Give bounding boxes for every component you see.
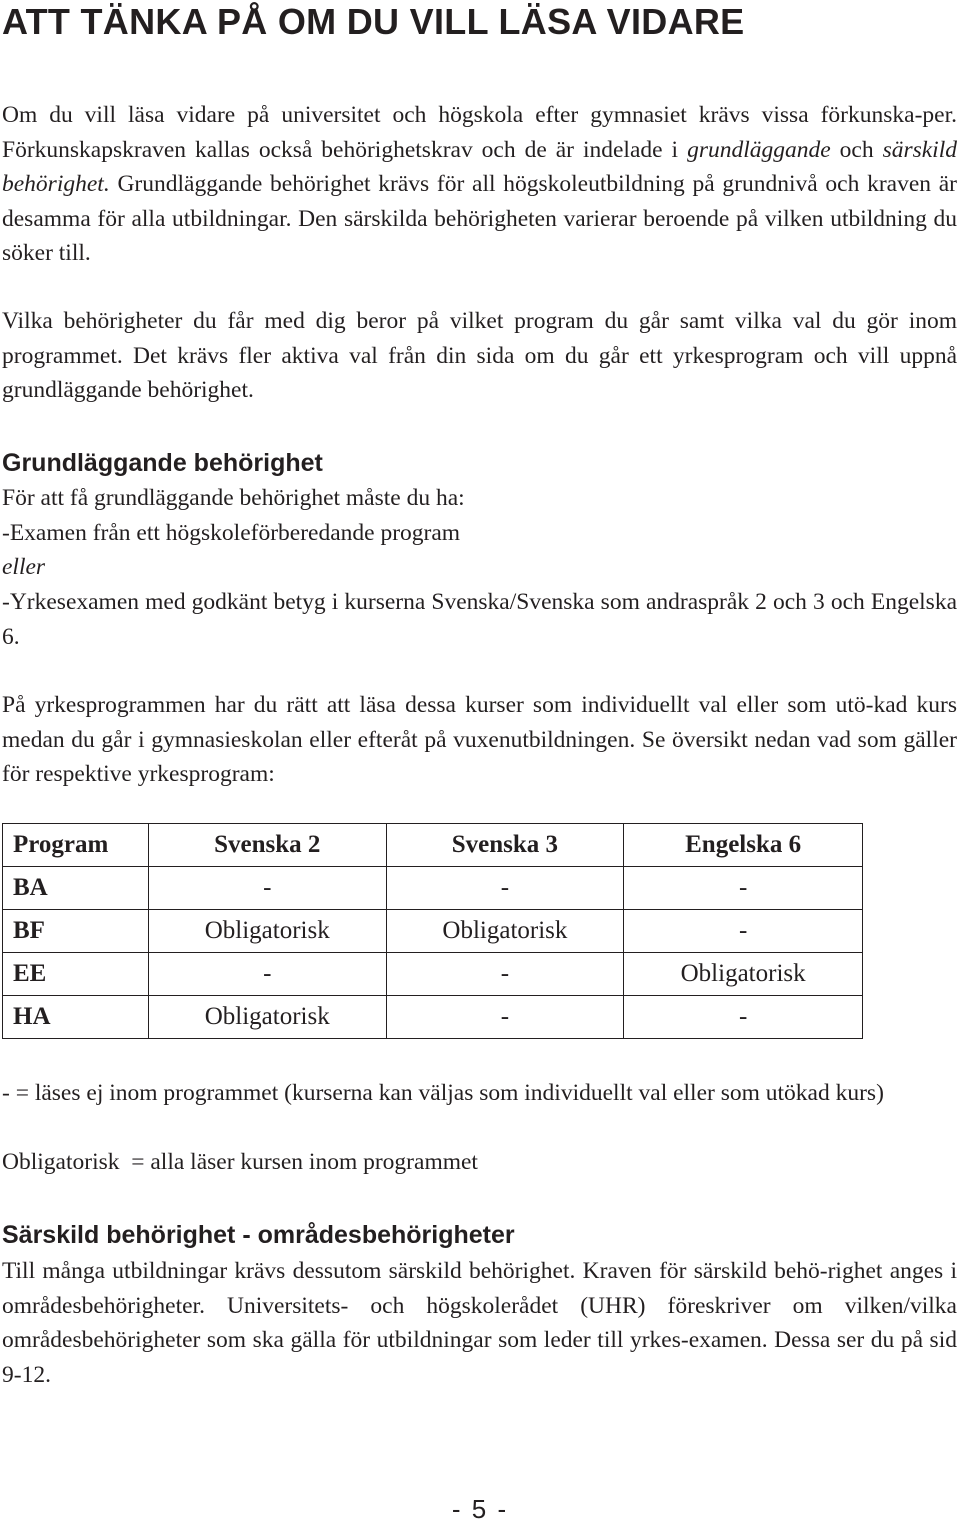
table-cell: - — [386, 953, 624, 996]
table-cell: - — [624, 867, 863, 910]
basic-requirement-or: eller — [2, 554, 46, 580]
table-header-cell: Engelska 6 — [624, 824, 863, 867]
basic-requirement-intro: För att få grundläggande behörighet måste du ha: — [2, 485, 465, 511]
table-cell: - — [624, 910, 863, 953]
intro-text-c: Grundläggande behörighet krävs för all högskoleutbildning på grundnivå och kraven är desamma för alla utbildningar. Den särskilda behörigheten varierar beroende på vilken utbildning du söker till. — [2, 171, 957, 267]
intro-text-a: Om du vill läsa vidare på universitet och högskola efter gymnasiet krävs vissa förkunska-per. Förkunskapskraven kallas också behörighetskrav och de är indelade i — [2, 102, 957, 163]
page-number: - 5 - — [451, 1494, 509, 1524]
table-cell: - — [148, 867, 386, 910]
table-cell: - — [386, 996, 624, 1039]
legend-dash: - = läses ej inom programmet (kurserna kan väljas som individuellt val eller som utökad kurs) — [2, 1080, 884, 1106]
intro-text-b: och — [830, 136, 883, 163]
table-row — [3, 953, 863, 996]
intro-term-sarskild: särskild behörighet. — [2, 136, 957, 198]
table-cell: Obligatorisk — [624, 953, 863, 996]
table-row — [3, 867, 863, 910]
table-cell-program: HA — [3, 996, 149, 1039]
intro-paragraph-1 — [2, 98, 957, 271]
table-row — [3, 910, 863, 953]
course-requirements-table — [2, 823, 863, 1039]
table-row — [3, 996, 863, 1039]
table-header-cell: Svenska 2 — [148, 824, 386, 867]
legend-mandatory: Obligatorisk = alla läser kursen inom programmet — [2, 1149, 478, 1175]
table-cell: - — [386, 867, 624, 910]
table-cell: - — [148, 953, 386, 996]
table-cell: Obligatorisk — [148, 910, 386, 953]
table-header-cell: Program — [3, 824, 149, 867]
basic-eligibility-heading: Grundläggande behörighet — [2, 449, 323, 477]
table-cell: - — [624, 996, 863, 1039]
table-header-row — [3, 824, 863, 867]
special-eligibility-heading: Särskild behörighet - områdesbehörigheter — [2, 1221, 515, 1249]
table-cell-program: EE — [3, 953, 149, 996]
intro-paragraph-2: Vilka behörigheter du får med dig beror på vilket program du går samt vilka val du gör inom programmet. Det krävs fler aktiva val från din sida om du går ett yrkesprogram och vill uppnå grundläggande behörighet. — [2, 308, 957, 404]
intro-term-grundlaggande: grundläggande — [687, 136, 831, 163]
table-cell: Obligatorisk — [148, 996, 386, 1039]
special-eligibility-paragraph: Till många utbildningar krävs dessutom särskild behörighet. Kraven för särskild behö-righet anges i områdesbehörigheter. Universitets- och högskolerådet (UHR) föreskriver om vilken/vilka områdesbehörigheter som ska gälla för utbildningar som leder till yrkes-examen. Dessa ser du på sid 9-12. — [2, 1258, 957, 1388]
table-cell-program: BF — [3, 910, 149, 953]
table-cell-program: BA — [3, 867, 149, 910]
table-header-cell: Svenska 3 — [386, 824, 624, 867]
basic-requirement-exam: -Examen från ett högskoleförberedande program — [2, 520, 461, 546]
table-cell: Obligatorisk — [386, 910, 624, 953]
vocational-programs-paragraph: På yrkesprogrammen har du rätt att läsa dessa kurser som individuellt val eller som utö-kad kurs medan du går i gymnasieskolan eller efteråt på vuxenutbildningen. Se översikt nedan vad som gäller för respektive yrkesprogram: — [2, 692, 957, 788]
basic-requirement-vocational: -Yrkesexamen med godkänt betyg i kurserna Svenska/Svenska som andraspråk 2 och 3 och Engelska 6. — [2, 589, 957, 650]
page-title: ATT TÄNKA PÅ OM DU VILL LÄSA VIDARE — [2, 1, 745, 42]
